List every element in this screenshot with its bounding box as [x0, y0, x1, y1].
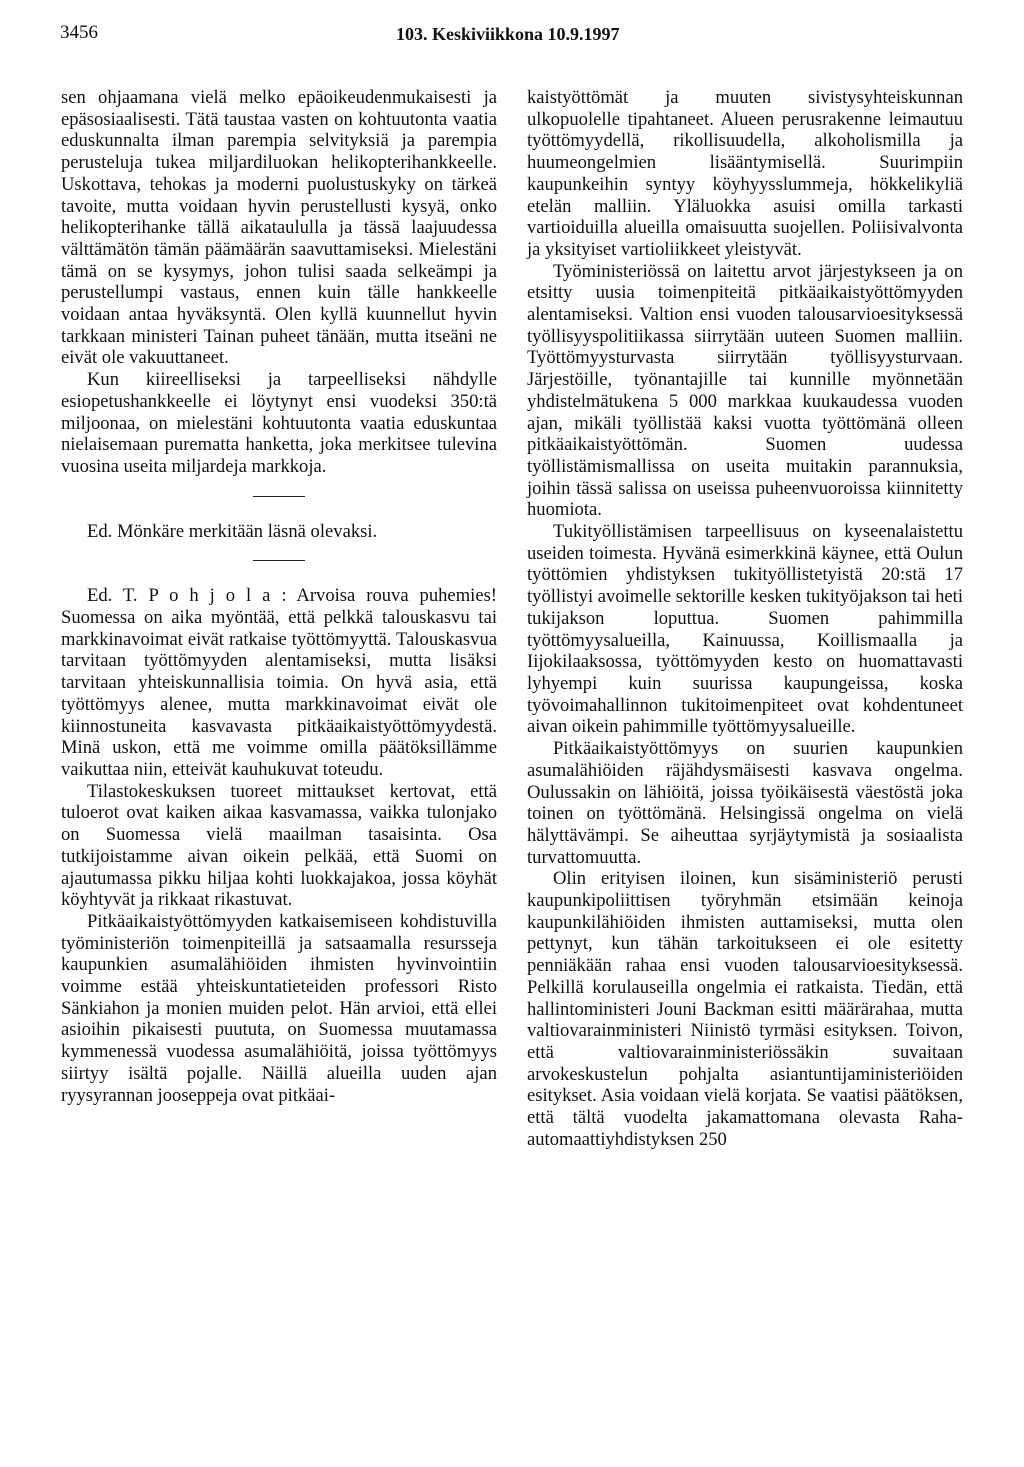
separator-rule: [253, 560, 305, 561]
speech-text: Arvoisa rouva puhemies! Suomessa on aika myöntää, että pelkkä talouskasvu tai markkinavoimat eivät ratkaise työttömyyttä. Talouskasvua tarvitaan työttömyyden alentamiseksi, mutta lisäksi tarvitaan yhteiskunnallisia toimia. On hyvä asia, että työttömyys alenee, mutta markkinavoimat eivät ole kiinnostuneita kasvavasta pitkäaikaistyöttömyydestä. Minä uskon, että me voimme omilla päätöksillämme vaikuttaa niin, etteivät kauhukuvat toteudu.: [61, 585, 497, 780]
paragraph: Tilastokeskuksen tuoreet mittaukset kertovat, että tuloerot ovat kaiken aikaa kasvamassa, vaikka tulonjako on Suomessa vielä maailman tasaisinta. Osa tutkijoistamme aivan oikein pelkää, että Suomi on ajautumassa pikku hiljaa kohti luokkajakoa, jossa köyhät köyhtyvät ja rikkaat rikastuvat.: [61, 780, 497, 911]
paragraph: Pitkäaikaistyöttömyys on suurien kaupunkien asumalähiöiden räjähdysmäisesti kasvava ongelma. Oulussakin on lähiöitä, joissa työikäisestä väestöstä joka toinen on työttömänä. Helsingissä ongelma on vielä hälyttävämpi. Se aiheuttaa syrjäytymistä ja sosiaalista turvattomuutta.: [527, 738, 963, 868]
paragraph: kaistyöttömät ja muuten sivistysyhteiskunnan ulkopuolelle tipahtaneet. Alueen perusrakenne leimautuu työttömyydellä, rikollisuudella, alkoholismilla ja huumeongelmien lisääntymisellä. Suurimpiin kaupunkeihin syntyy köyhyysslummeja, hökkelikyliä etelän malliin. Yläluokka asuisi omilla tarkasti vartioiduilla alueilla omaisuutta suojellen. Poliisivalvonta ja yksityiset vartioliikkeet yleistyvät.: [527, 87, 963, 260]
left-column: [61, 87, 497, 1106]
paragraph: Tukityöllistämisen tarpeellisuus on kyseenalaistettu useiden toimesta. Hyvänä esimerkkinä käynee, että Oulun työttömien yhdistyksen tukityöllistetyistä 20:stä 17 työllistyi avoimelle sektorille kesken tukityöjakson tai heti tukijakson loputtua. Suomen pahimmilla työttömyysalueilla, Kainuussa, Koillismaalla ja Iijokilaaksossa, työttömyyden kesto on huomattavasti lyhyempi kuin suurissa kaupungeissa, koska työvoimahallinnon tukitoimenpiteet ovat kohdentuneet aivan oikein pahimmille työttömyysalueille.: [527, 521, 963, 738]
paragraph: Työministeriössä on laitettu arvot järjestykseen ja on etsitty uusia toimenpiteitä pitkäaikaistyöttömyyden alentamiseksi. Valtion ensi vuoden talousarvioesityksessä työllisyyspolitiikassa siirrytään uuteen Suomen malliin. Työttömyysturvasta siirrytään työllisyysturvaan. Järjestöille, työnantajille tai kunnille myönnetään yhdistelmätukena 5 000 markkaa kuukaudessa vuoden ajan, mikäli työllistää kaksi vuotta työttömänä olleen pitkäaikaistyöttömän. Suomen uudessa työllistämismallissa on useita muitakin parannuksia, joihin tässä salissa on useissa puheenvuoroissa kiinnitetty huomiota.: [527, 260, 963, 521]
session-header: 103. Keskiviikkona 10.9.1997: [396, 24, 620, 44]
attendance-notice: Ed. Mönkäre merkitään läsnä olevaksi.: [87, 520, 378, 542]
paragraph: sen ohjaamana vielä melko epäoikeudenmukaisesti ja epäsosiaalisesti. Tätä taustaa vasten on kohtuutonta vaatia eduskunnalta ilman parempia selvityksiä ja parempia perusteluja tukea miljardiluokan helikopterihankkeelle. Uskottava, tehokas ja moderni puolustuskyky on tärkeä tavoite, mutta voidaan hyvin perustellusti kysyä, onko helikopterihanke tällä aikataululla ja tässä laajuudessa välttämätön tämän päämäärän saavuttamiseksi. Mielestäni tämä on se kysymys, johon tulisi saada selkeämpi ja perustellumpi vastaus, ennen kuin tälle hankkeelle voidaan antaa hyväksyntä. Olen kyllä kuunnellut hyvin tarkkaan ministeri Tainan puheet tänään, mutta itseäni ne eivät ole vakuuttaneet.: [61, 87, 497, 369]
separator-rule: [253, 496, 305, 497]
speech-paragraph: [61, 585, 497, 780]
speaker-name: Ed. T. P o h j o l a :: [87, 585, 287, 607]
right-column: [527, 87, 963, 1150]
paragraph: Olin erityisen iloinen, kun sisäministeriö perusti kaupunkipoliittisen työryhmän etsimään keinoja kaupunkilähiöiden ihmisten auttamiseksi, mutta olen pettynyt, kun tähän tarkoitukseen ei ole esitetty penniäkään rahaa ensi vuoden talousarvioesityksessä. Pelkillä korulauseilla ongelmia ei ratkaista. Tiedän, että hallintoministeri Jouni Backman esitti määrärahaa, mutta valtiovarainministeri Niinistö tyrmäsi esityksen. Toivon, että valtiovarainministeriössäkin suvaitaan arvokeskustelun pohjalta asiantuntijaministeriöiden esitykset. Asia voidaan vielä korjata. Se vaatisi päätöksen, että tältä vuodelta jakamattomana olevasta Raha-automaattiyhdistyksen 250: [527, 868, 963, 1150]
page-number: 3456: [60, 22, 98, 43]
paragraph: Pitkäaikaistyöttömyyden katkaisemiseen kohdistuvilla työministeriön toimenpiteillä ja satsaamalla resursseja kaupunkien asumalähiöiden ihmisten hyvinvointiin voimme estää yhteiskuntatieteiden professori Risto Sänkiahon ja monien muiden pelot. Hän arvioi, että ellei asioihin pikaisesti puututa, on Suomessa muutamassa kymmenessä vuodessa asumalähiöitä, joissa työttömyys siirtyy isältä pojalle. Näillä alueilla uuden ajan ryysyrannan jooseppeja ovat pitkäai-: [61, 910, 497, 1106]
paragraph: Kun kiireelliseksi ja tarpeelliseksi nähdylle esiopetushankkeelle ei löytynyt ensi vuodeksi 350:tä miljoonaa, on mielestäni kohtuutonta vaatia eduskuntaa nielaisemaan purematta hanketta, joka merkitsee tulevina vuosina useita miljardeja markkoja.: [61, 369, 497, 477]
